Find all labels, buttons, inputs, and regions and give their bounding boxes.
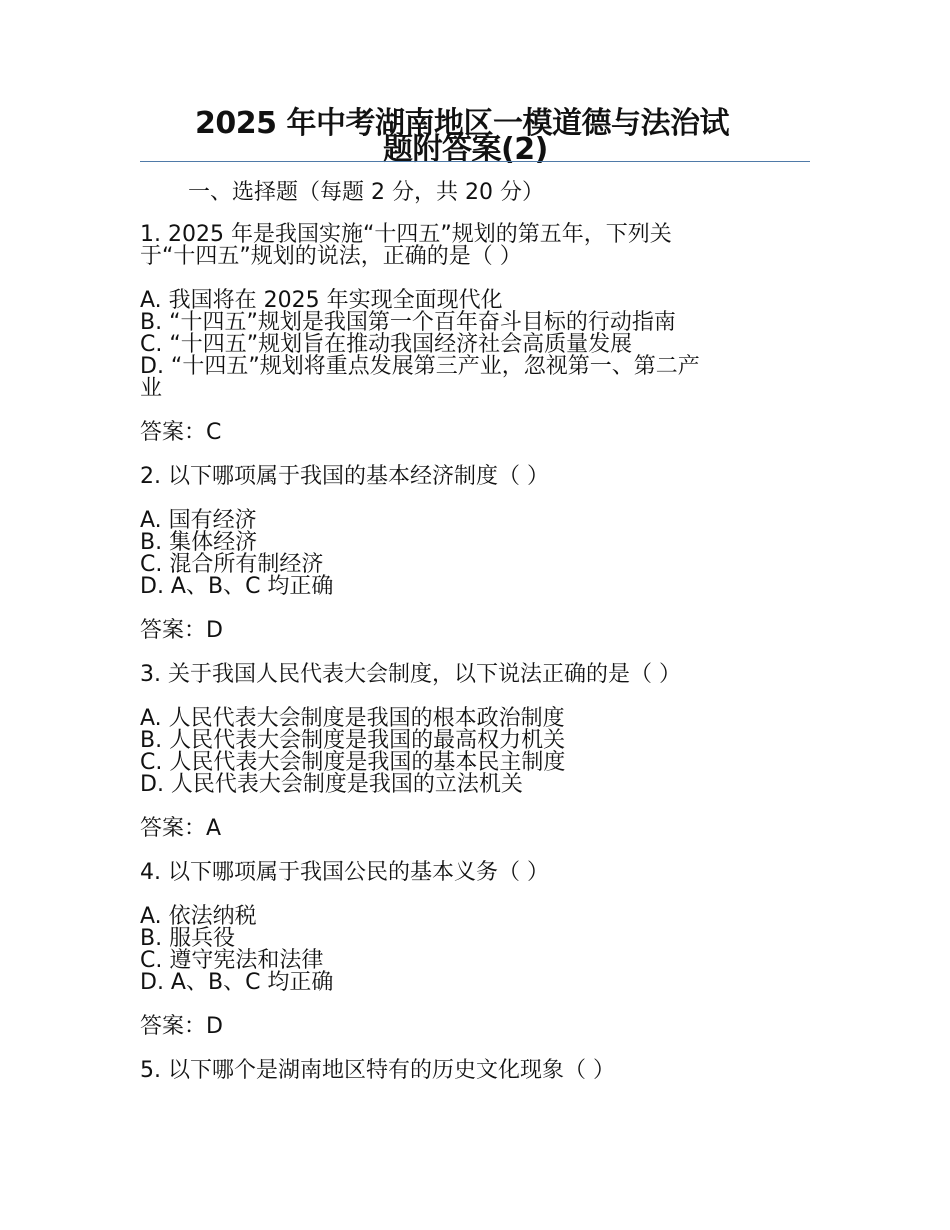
section-heading: 一、选择题（每题 2 分，共 20 分） [188, 180, 544, 205]
option-item: 业 [140, 376, 163, 401]
question-block [140, 466, 810, 642]
answer-line: 答案：A [140, 816, 222, 841]
option-item: C. 人民代表大会制度是我国的基本民主制度 [140, 750, 566, 775]
option-item: D. A、B、C 均正确 [140, 970, 334, 995]
question-list [140, 224, 810, 1104]
question-line: 3. 关于我国人民代表大会制度，以下说法正确的是（ ） [140, 662, 681, 687]
option-item: A. 依法纳税 [140, 904, 257, 929]
question-line: 5. 以下哪个是湖南地区特有的历史文化现象（ ） [140, 1058, 615, 1083]
option-item: B. 服兵役 [140, 926, 236, 951]
title-line-1: 2025 年中考湖南地区一模道德与法治试 [195, 106, 729, 141]
option-list [140, 906, 810, 994]
option-item: B. 人民代表大会制度是我国的最高权力机关 [140, 728, 566, 753]
question-stem [140, 466, 810, 488]
question-block [140, 224, 810, 444]
question-line: 1. 2025 年是我国实施“十四五”规划的第五年，下列关 [140, 222, 672, 247]
title-line-2: 题附答案(2) [383, 132, 548, 167]
question-line: 2. 以下哪项属于我国的基本经济制度（ ） [140, 464, 549, 489]
option-item: C. “十四五”规划旨在推动我国经济社会高质量发展 [140, 332, 633, 357]
question-stem [140, 1060, 810, 1082]
option-item: D. 人民代表大会制度是我国的立法机关 [140, 772, 523, 797]
option-item: A. 我国将在 2025 年实现全面现代化 [140, 288, 503, 313]
question-line: 于“十四五”规划的说法，正确的是（ ） [140, 244, 522, 269]
option-item: D. A、B、C 均正确 [140, 574, 334, 599]
question-block [140, 664, 810, 840]
option-item: C. 遵守宪法和法律 [140, 948, 324, 973]
option-list [140, 708, 810, 796]
question-stem [140, 664, 810, 686]
option-item: B. “十四五”规划是我国第一个百年奋斗目标的行动指南 [140, 310, 676, 335]
option-list [140, 290, 810, 400]
option-item: A. 国有经济 [140, 508, 257, 533]
question-block [140, 862, 810, 1038]
question-stem [140, 862, 810, 884]
answer-line: 答案：D [140, 1014, 223, 1039]
option-item: B. 集体经济 [140, 530, 258, 555]
option-item: C. 混合所有制经济 [140, 552, 324, 577]
question-stem [140, 224, 810, 268]
question-line: 4. 以下哪项属于我国公民的基本义务（ ） [140, 860, 549, 885]
option-list [140, 510, 810, 598]
option-item: D. “十四五”规划将重点发展第三产业，忽视第一、第二产 [140, 354, 700, 379]
question-block [140, 1060, 810, 1082]
answer-line: 答案：D [140, 618, 223, 643]
title-underline [140, 161, 810, 162]
answer-line: 答案：C [140, 420, 222, 445]
option-item: A. 人民代表大会制度是我国的根本政治制度 [140, 706, 565, 731]
